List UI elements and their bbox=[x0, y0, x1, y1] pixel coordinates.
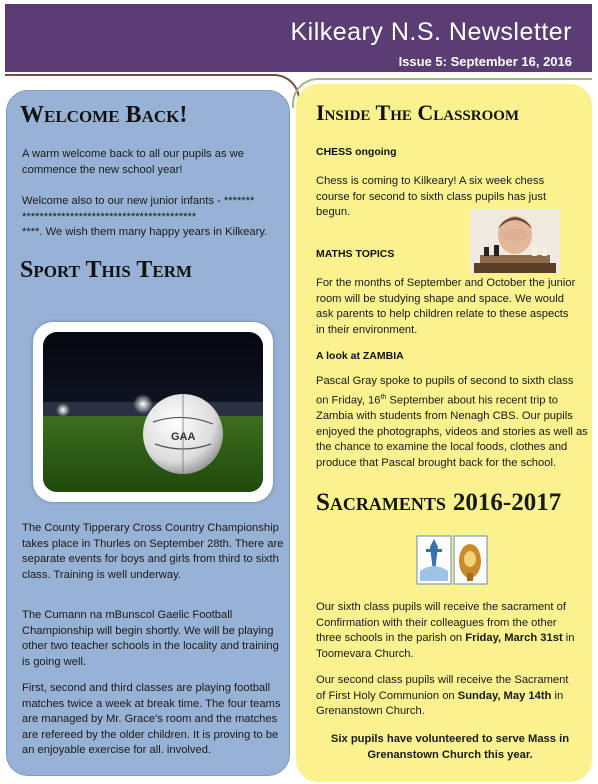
confirmation-text-start: Our sixth class pupils will receive the sacrament of Confirmation with their colleagues from the other three schools in the parish on bbox=[316, 601, 566, 645]
football-championship-paragraph: The Cumann na mBunscol Gaelic Football Championship will begin shortly. We will be playing other two teacher schools in the locality and training is going well. bbox=[22, 609, 279, 668]
chess-title: CHESS ongoing bbox=[316, 146, 397, 158]
chess-paragraph: Chess is coming to Kilkeary! A six week chess course for second to sixth class pupils has just begun. bbox=[316, 175, 547, 219]
sacrament-icon bbox=[416, 535, 488, 585]
cross-country-paragraph: The County Tipperary Cross Country Championship takes place in Thurles on September 28th. There are separate events for boys and girls from third to sixth class. Training is well underway. bbox=[22, 522, 284, 581]
newsletter-header bbox=[5, 4, 592, 72]
gaelic-football-photo bbox=[33, 322, 273, 502]
maths-title: MATHS TOPICS bbox=[316, 248, 395, 260]
sport-heading: Sport This Term bbox=[20, 257, 193, 283]
zambia-paragraph bbox=[316, 374, 588, 471]
zambia-text-start: Pascal Gray spoke to pupils of second to sixth class on Friday, 16 bbox=[316, 375, 574, 407]
chess-boy-icon bbox=[470, 209, 560, 273]
junior-infants-line-3: ****. We wish them many happy years in Kilkeary. bbox=[22, 226, 268, 238]
maths-paragraph: For the months of September and October the junior room will be studying shape and space. We would ask parents to help children relate to these aspects in their environment. bbox=[316, 277, 576, 336]
communion-text-end: in Grenanstown Church. bbox=[316, 689, 564, 718]
communion-text-start: Our second class pupils will receive the Sacrament of First Holy Communion on bbox=[316, 674, 569, 702]
junior-infants-line-1: Welcome also to our new junior infants - ******* bbox=[22, 195, 255, 207]
break-time-football-paragraph: First, second and third classes are playing football matches twice a week at break time. The four teams are managed by Mr. Grace's room and the matches are refereed by the older children. It is proving to be an enjoyable exercise for all. involved. bbox=[22, 682, 281, 757]
confirmation-paragraph bbox=[316, 600, 584, 662]
sacraments-year: 2016-2017 bbox=[452, 489, 562, 516]
welcome-heading: Welcome Back! bbox=[20, 102, 188, 128]
zambia-superscript: th bbox=[380, 393, 387, 401]
confirmation-date: Friday, March 31st bbox=[465, 632, 563, 645]
sacraments-heading bbox=[316, 488, 561, 517]
welcome-paragraph: A warm welcome back to all our pupils as we commence the new school year! bbox=[22, 148, 244, 176]
confirmation-text-end: in Toomevara Church. bbox=[316, 632, 575, 660]
football-photo-icon bbox=[43, 332, 263, 492]
inside-classroom-heading: Inside The Classroom bbox=[316, 100, 520, 125]
svg-text:GAA: GAA bbox=[171, 431, 196, 443]
newsletter-title: Kilkeary N.S. Newsletter bbox=[290, 18, 572, 46]
sacrament-clipart bbox=[416, 535, 488, 585]
communion-date: Sunday, May 14th bbox=[457, 689, 552, 702]
mass-servers-paragraph: Six pupils have volunteered to serve Mass in Grenanstown Church this year. bbox=[330, 733, 570, 761]
chess-photo bbox=[470, 209, 560, 273]
zambia-title: A look at ZAMBIA bbox=[316, 350, 404, 362]
junior-infants-line-2: **************************************** bbox=[22, 211, 197, 223]
sacraments-word: Sacraments bbox=[316, 489, 446, 516]
issue-line: Issue 5: September 16, 2016 bbox=[398, 54, 572, 69]
zambia-text-end: September about his recent trip to Zambia with students from Nenagh CBS. Our pupils enjoyed the photographs, videos and stories as well as the chance to examine the local foods, clothes and produce that Pascal brought back for the school. bbox=[316, 394, 588, 469]
communion-paragraph bbox=[316, 673, 578, 720]
